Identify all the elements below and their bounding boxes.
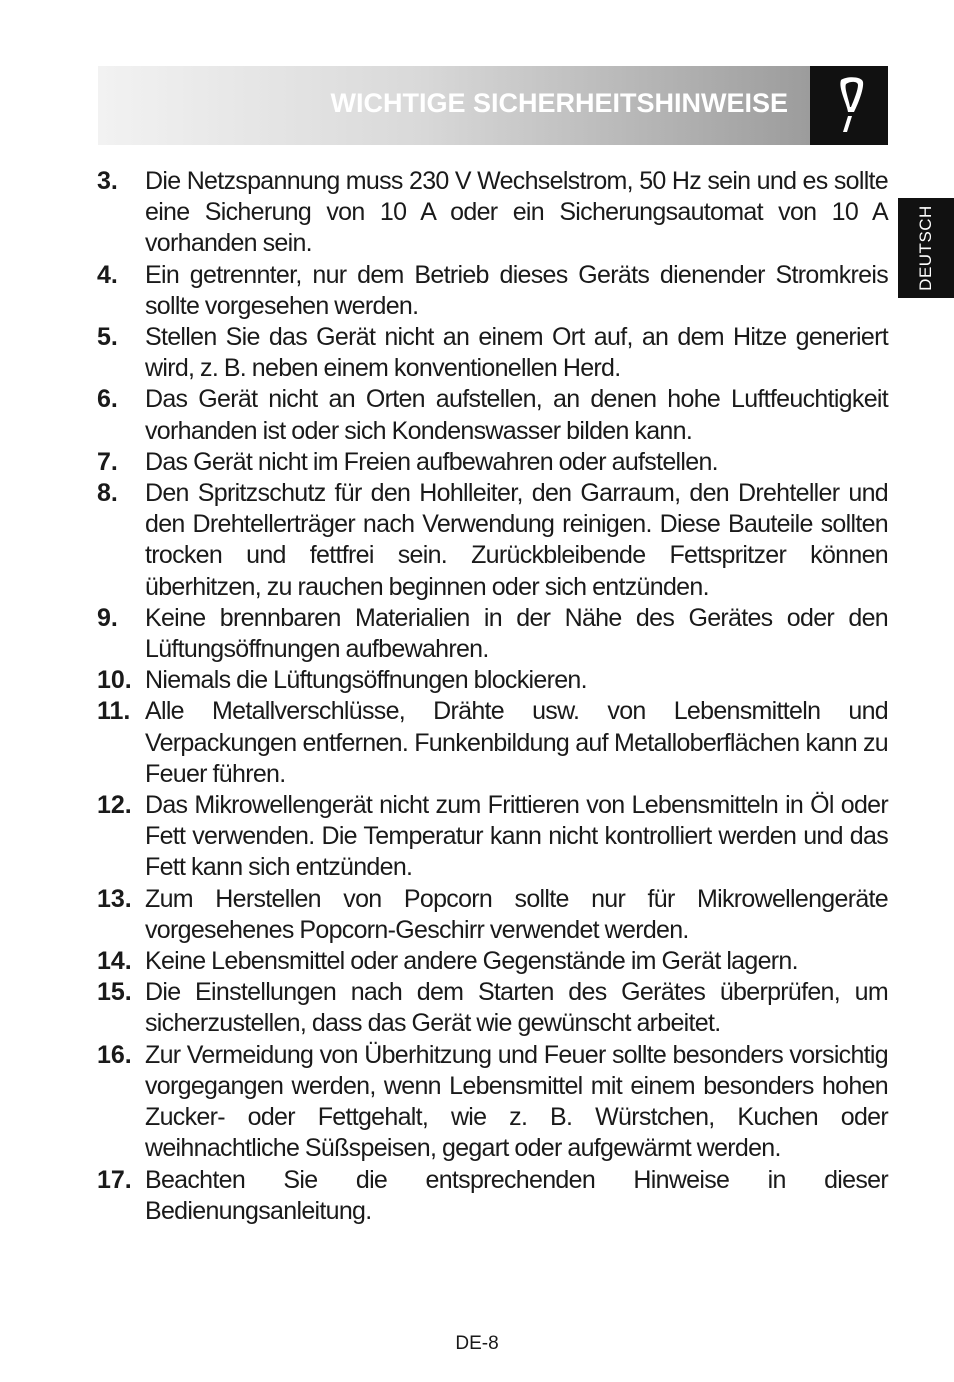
- item-text: Niemals die Lüftungsöffnungen blockieren.: [145, 666, 587, 695]
- item-text: Ein getrennter, nur dem Betrieb dieses Geräts dienender Stromkreis sollte vorgesehen werden.: [145, 260, 888, 320]
- warning-icon-box: [810, 66, 888, 145]
- item-number: 16.: [97, 1040, 132, 1069]
- item-text: Keine brennbaren Materialien in der Nähe des Gerätes oder den Lüftungsöffnungen aufbewahren.: [145, 603, 888, 664]
- language-tab: [898, 198, 954, 298]
- item-text: Die Einstellungen nach dem Starten des Gerätes überprüfen, um sicherzustellen, dass das Gerät wie gewünscht arbeitet.: [145, 978, 888, 1038]
- list-item: [97, 603, 888, 665]
- list-item: [97, 447, 888, 478]
- item-number: 11.: [97, 697, 131, 726]
- list-item: [97, 384, 888, 446]
- item-number: 8.: [97, 479, 118, 508]
- list-item: [97, 977, 888, 1039]
- section-title: WICHTIGE SICHERHEITSHINWEISE: [330, 88, 788, 118]
- item-text: Die Netzspannung muss 230 V Wechselstrom, 50 Hz sein und es sollte eine Sicherung von 10 A oder ein Sicherungsautomat von 10 A vorhanden sein.: [145, 167, 888, 258]
- item-number: 9.: [97, 603, 118, 632]
- item-text: Das Gerät nicht im Freien aufbewahren oder aufstellen.: [145, 447, 718, 476]
- list-item: [97, 665, 888, 696]
- item-text: Alle Metallverschlüsse, Drähte usw. von Lebensmitteln und Verpackungen entfernen. Funkenbildung auf Metalloberflächen kann zu Feuer führen.: [145, 697, 888, 788]
- item-text: Keine Lebensmittel oder andere Gegenstände im Gerät lagern.: [145, 947, 798, 976]
- item-text: Zur Vermeidung von Überhitzung und Feuer sollte besonders vorsichtig vorgegangen werden, wenn Lebensmittel mit einem besonders hohen Zucker- oder Fettgehalt, wie z. B. Würstchen, Kuchen oder weihnachtliche Süßspeisen, gegart oder aufgewärmt werden.: [145, 1040, 888, 1163]
- warning-exclamation-icon: [832, 76, 866, 136]
- item-number: 7.: [97, 447, 118, 476]
- item-text: Das Mikrowellengerät nicht zum Frittieren von Lebensmitteln in Öl oder Fett verwenden. Die Temperatur kann nicht kontrolliert werden und das Fett kann sich entzünden.: [145, 791, 888, 882]
- list-item: [97, 946, 888, 977]
- section-header-bar: [98, 66, 810, 145]
- item-number: 14.: [97, 947, 132, 976]
- list-item: [97, 1040, 888, 1165]
- list-item: [97, 478, 888, 603]
- list-item: [97, 166, 888, 260]
- list-item: [97, 1165, 888, 1227]
- item-number: 15.: [97, 978, 132, 1007]
- item-text: Das Gerät nicht an Orten aufstellen, an denen hohe Luftfeuchtigkeit vorhanden ist oder sich Kondenswasser bilden kann.: [145, 385, 888, 445]
- page-number: DE-8: [455, 1333, 499, 1354]
- item-number: 10.: [97, 666, 132, 695]
- item-text: Beachten Sie die entsprechenden Hinweise in dieser Bedienungsanleitung.: [145, 1165, 888, 1225]
- list-item: [97, 884, 888, 946]
- item-text: Stellen Sie das Gerät nicht an einem Ort auf, an dem Hitze generiert wird, z. B. neben einem konventionellen Herd.: [145, 323, 888, 383]
- list-item: [97, 322, 888, 384]
- item-number: 5.: [97, 323, 118, 352]
- item-number: 17.: [97, 1165, 132, 1194]
- list-item: [97, 790, 888, 884]
- item-text: Den Spritzschutz für den Hohlleiter, den Garraum, den Drehteller und den Drehtellerträger nach Verwendung reinigen. Diese Bauteile sollten trocken und fettfrei sein. Zurückbleibende Fettspritzer können überhitzen, zu rauchen beginnen oder sich entzünden.: [145, 479, 888, 601]
- item-number: 12.: [97, 791, 132, 820]
- list-item: [97, 696, 888, 790]
- item-text: Zum Herstellen von Popcorn sollte nur für Mikrowellengeräte vorgesehenes Popcorn-Geschirr verwendet werden.: [145, 884, 888, 944]
- safety-instructions-list: [97, 166, 888, 1227]
- list-item: [97, 260, 888, 322]
- item-number: 3.: [97, 167, 118, 195]
- language-tab-label: DEUTSCH: [916, 205, 935, 291]
- item-number: 4.: [97, 260, 118, 289]
- item-number: 6.: [97, 385, 118, 414]
- item-number: 13.: [97, 884, 132, 913]
